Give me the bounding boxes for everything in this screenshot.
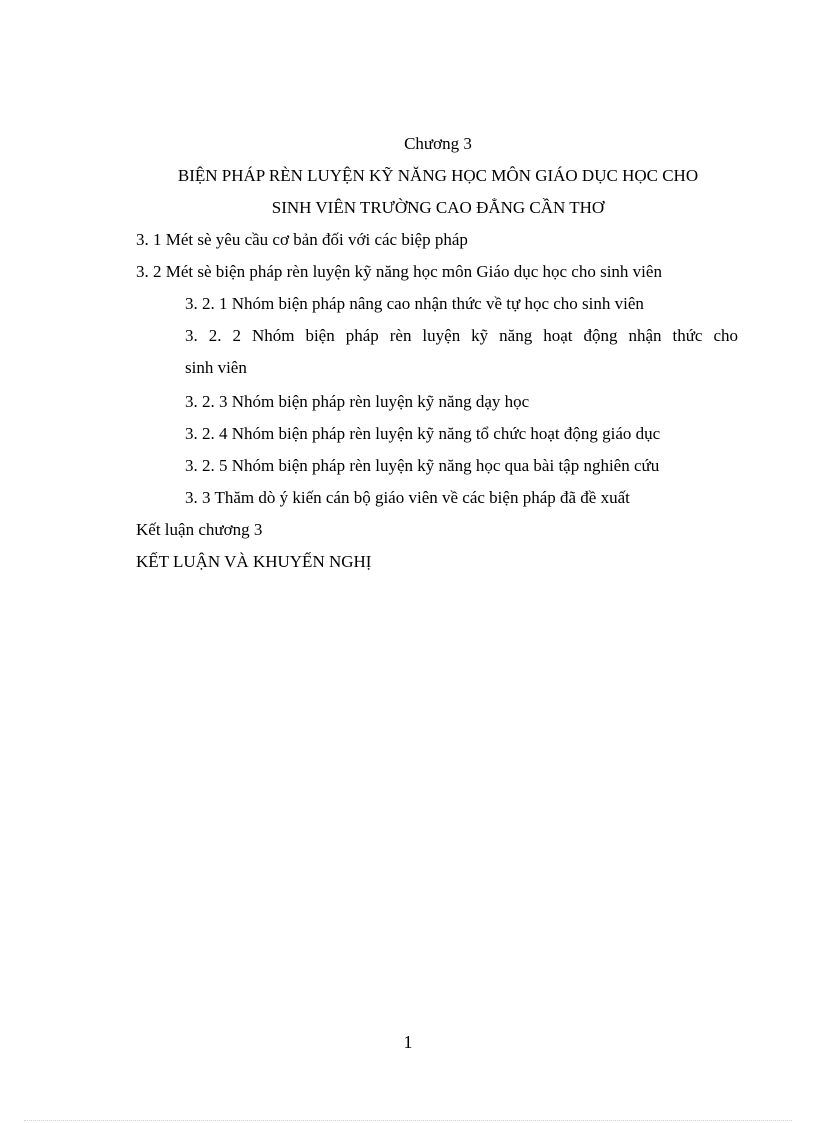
toc-entry-3-2-5: 3. 2. 5 Nhóm biện pháp rèn luyện kỹ năng học qua bài tập nghiên cứu (185, 456, 660, 475)
toc-entry-3-2-1: 3. 2. 1 Nhóm biện pháp nâng cao nhận thức về tự học cho sinh viên (185, 294, 644, 313)
toc-entry-3-2-3: 3. 2. 3 Nhóm biện pháp rèn luyện kỹ năng dạy học (185, 392, 530, 411)
toc-entry-conclusion-chapter-3: Kết luận chương 3 (136, 520, 263, 539)
toc-entry-3-1: 3. 1 Mét sè yêu cầu cơ bản đối với các biệp pháp (136, 230, 468, 249)
page-bottom-divider (24, 1120, 792, 1121)
toc-entry-3-2-4: 3. 2. 4 Nhóm biện pháp rèn luyện kỹ năng tổ chức hoạt động giáo dục (185, 424, 661, 443)
toc-entry-3-2-2-continued: sinh viên (185, 358, 247, 377)
toc-entry-3-2: 3. 2 Mét sè biện pháp rèn luyện kỹ năng học môn Giáo dục học cho sinh viên (136, 262, 662, 281)
toc-entry-3-2-2: 3. 2. 2 Nhóm biện pháp rèn luyện kỹ năng hoạt động nhận thức cho (185, 326, 738, 345)
page-number: 1 (403, 1032, 413, 1052)
chapter-title-line-2: SINH VIÊN TRƯỜNG CAO ĐẲNG CẦN THƠ (271, 198, 605, 217)
toc-entry-3-3: 3. 3 Thăm dò ý kiến cán bộ giáo viên về các biện pháp đã đề xuất (185, 488, 630, 507)
chapter-label: Chương 3 (404, 134, 472, 153)
toc-entry-conclusion-recommendations: KẾT LUẬN VÀ KHUYẾN NGHỊ (136, 552, 372, 571)
chapter-title-line-1: BIỆN PHÁP RÈN LUYỆN KỸ NĂNG HỌC MÔN GIÁO DỤC HỌC CHO (177, 166, 699, 185)
